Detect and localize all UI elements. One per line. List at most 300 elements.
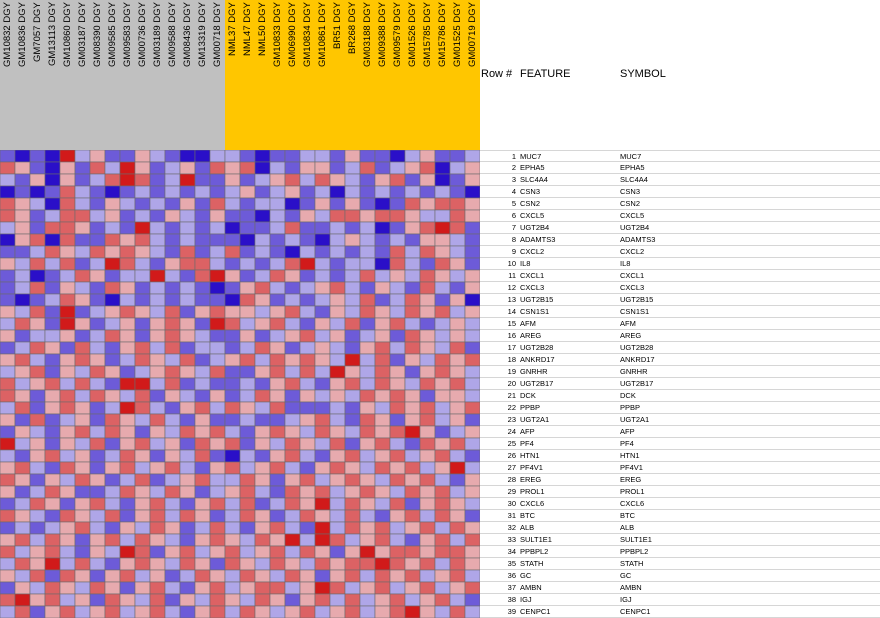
heatmap-cell	[45, 534, 60, 546]
heatmap-cell	[360, 462, 375, 474]
heatmap-cell	[105, 234, 120, 246]
heatmap-cell	[345, 294, 360, 306]
heatmap-cell	[420, 498, 435, 510]
row-number: 12	[507, 283, 516, 292]
heatmap-cell	[405, 294, 420, 306]
heatmap-cell	[255, 270, 270, 282]
heatmap-cell	[465, 210, 480, 222]
heatmap-cell	[465, 246, 480, 258]
heatmap-cell	[60, 498, 75, 510]
column-label: GM10860 DGY	[62, 2, 73, 67]
feature-cell: CSN1S1	[520, 307, 550, 316]
heatmap-cell	[360, 534, 375, 546]
heatmap-cell	[30, 294, 45, 306]
feature-cell: AMBN	[520, 583, 542, 592]
column-label: GM09588 DGY	[167, 2, 178, 67]
heatmap-cell	[0, 570, 15, 582]
heatmap-cell	[300, 318, 315, 330]
heatmap-cell	[300, 486, 315, 498]
heatmap-cell	[75, 438, 90, 450]
heatmap-cell	[0, 150, 15, 162]
heatmap-cell	[435, 498, 450, 510]
heatmap-cell	[45, 270, 60, 282]
heatmap-cell	[195, 222, 210, 234]
heatmap-cell	[105, 450, 120, 462]
feature-cell: UGT2B28	[520, 343, 554, 352]
heatmap-cell	[375, 522, 390, 534]
heatmap-cell	[420, 522, 435, 534]
heatmap-cell	[195, 210, 210, 222]
heatmap-cell	[90, 534, 105, 546]
heatmap-cell	[60, 234, 75, 246]
heatmap-cell	[90, 402, 105, 414]
heatmap-cell	[15, 498, 30, 510]
heatmap-cell	[255, 450, 270, 462]
heatmap-cell	[405, 438, 420, 450]
heatmap-cell	[195, 186, 210, 198]
row-number: 3	[511, 175, 516, 184]
heatmap-cell	[150, 378, 165, 390]
heatmap-cell	[360, 354, 375, 366]
heatmap-cell	[225, 282, 240, 294]
heatmap-cell	[315, 390, 330, 402]
symbol-cell: CXCL1	[620, 271, 645, 280]
heatmap-cell	[90, 582, 105, 594]
column-header-area	[0, 0, 480, 150]
heatmap-cell	[405, 426, 420, 438]
heatmap-cell	[90, 222, 105, 234]
heatmap-cell	[90, 258, 105, 270]
heatmap-cell	[345, 342, 360, 354]
heatmap-cell	[45, 258, 60, 270]
heatmap-cell	[435, 426, 450, 438]
heatmap-cell	[120, 354, 135, 366]
heatmap-cell	[75, 342, 90, 354]
heatmap-cell	[180, 594, 195, 606]
heatmap-cell	[420, 282, 435, 294]
heatmap-cell	[135, 198, 150, 210]
heatmap-cell	[405, 210, 420, 222]
heatmap-cell	[210, 402, 225, 414]
heatmap-cell	[420, 402, 435, 414]
heatmap-cell	[330, 258, 345, 270]
heatmap-cell	[195, 570, 210, 582]
heatmap-cell	[30, 318, 45, 330]
heatmap-cell	[135, 498, 150, 510]
heatmap-cell	[360, 558, 375, 570]
heatmap-cell	[330, 462, 345, 474]
heatmap-cell	[300, 390, 315, 402]
heatmap-cell	[150, 222, 165, 234]
heatmap-cell	[15, 570, 30, 582]
heatmap-cell	[435, 366, 450, 378]
heatmap-cell	[405, 570, 420, 582]
heatmap-cell	[300, 330, 315, 342]
heatmap-cell	[330, 486, 345, 498]
heatmap-cell	[60, 186, 75, 198]
heatmap-cell	[405, 306, 420, 318]
heatmap-cell	[465, 390, 480, 402]
heatmap-cell	[75, 606, 90, 618]
heatmap-cell	[135, 438, 150, 450]
heatmap-cell	[300, 606, 315, 618]
heatmap-cell	[285, 330, 300, 342]
heatmap-cell	[0, 522, 15, 534]
heatmap-cell	[465, 450, 480, 462]
heatmap-cell	[105, 270, 120, 282]
heatmap-cell	[225, 270, 240, 282]
heatmap-cell	[210, 354, 225, 366]
heatmap-cell	[450, 450, 465, 462]
heatmap-cell	[240, 270, 255, 282]
heatmap-cell	[360, 402, 375, 414]
heatmap-cell	[465, 486, 480, 498]
heatmap-cell	[45, 246, 60, 258]
heatmap-cell	[270, 450, 285, 462]
heatmap-cell	[210, 198, 225, 210]
symbol-cell: CSN2	[620, 199, 641, 208]
heatmap-cell	[345, 582, 360, 594]
heatmap-cell	[90, 522, 105, 534]
heatmap-cell	[405, 474, 420, 486]
table-row	[480, 150, 880, 162]
heatmap-cell	[30, 330, 45, 342]
heatmap-cell	[210, 486, 225, 498]
heatmap-cell	[315, 558, 330, 570]
heatmap-cell	[270, 342, 285, 354]
heatmap-cell	[420, 222, 435, 234]
heatmap-cell	[465, 282, 480, 294]
heatmap-cell	[270, 318, 285, 330]
heatmap-cell	[105, 282, 120, 294]
heatmap-cell	[15, 258, 30, 270]
heatmap-cell	[180, 570, 195, 582]
heatmap-cell	[285, 354, 300, 366]
heatmap-cell	[180, 606, 195, 618]
heatmap-cell	[210, 174, 225, 186]
heatmap-cell	[390, 390, 405, 402]
heatmap-cell	[15, 546, 30, 558]
feature-cell: CSN3	[520, 187, 541, 196]
heatmap-cell	[90, 294, 105, 306]
heatmap-cell	[270, 534, 285, 546]
heatmap-cell	[435, 330, 450, 342]
row-number: 6	[511, 211, 516, 220]
heatmap-cell	[285, 594, 300, 606]
heatmap-cell	[180, 222, 195, 234]
heatmap-cell	[165, 582, 180, 594]
heatmap-cell	[30, 246, 45, 258]
heatmap-cell	[0, 258, 15, 270]
heatmap-cell	[165, 306, 180, 318]
heatmap-cell	[45, 486, 60, 498]
heatmap-cell	[225, 258, 240, 270]
heatmap-cell	[60, 222, 75, 234]
heatmap-cell	[45, 210, 60, 222]
heatmap-cell	[315, 582, 330, 594]
heatmap-cell	[60, 210, 75, 222]
heatmap-cell	[165, 438, 180, 450]
heatmap-cell	[180, 306, 195, 318]
heatmap-cell	[315, 294, 330, 306]
heatmap-cell	[30, 522, 45, 534]
heatmap-cell	[180, 294, 195, 306]
heatmap-cell	[225, 246, 240, 258]
heatmap-cell	[375, 246, 390, 258]
heatmap-cell	[195, 378, 210, 390]
heatmap-cell	[195, 498, 210, 510]
feature-cell: CXCL1	[520, 271, 545, 280]
heatmap-cell	[0, 594, 15, 606]
heatmap-cell	[435, 570, 450, 582]
heatmap-cell	[105, 162, 120, 174]
heatmap-cell	[255, 342, 270, 354]
heatmap-cell	[90, 234, 105, 246]
heatmap-cell	[360, 282, 375, 294]
heatmap-cell	[30, 198, 45, 210]
table-row	[480, 474, 880, 486]
heatmap-cell	[0, 534, 15, 546]
heatmap-cell	[105, 498, 120, 510]
heatmap-cell	[15, 306, 30, 318]
table-row	[480, 402, 880, 414]
column-label: BR268 DGY	[347, 2, 358, 55]
heatmap-cell	[255, 258, 270, 270]
heatmap-cell	[105, 198, 120, 210]
heatmap-cell	[360, 486, 375, 498]
heatmap-cell	[90, 570, 105, 582]
heatmap-cell	[90, 414, 105, 426]
heatmap-cell	[420, 174, 435, 186]
heatmap-cell	[435, 294, 450, 306]
heatmap-cell	[225, 606, 240, 618]
heatmap-cell	[300, 498, 315, 510]
heatmap-cell	[135, 606, 150, 618]
heatmap-cell	[330, 474, 345, 486]
heatmap-cell	[435, 282, 450, 294]
heatmap-cell	[15, 294, 30, 306]
heatmap-cell	[210, 438, 225, 450]
heatmap-cell	[405, 402, 420, 414]
heatmap-cell	[330, 282, 345, 294]
heatmap-cell	[255, 414, 270, 426]
heatmap-cell	[150, 474, 165, 486]
heatmap-cell	[150, 174, 165, 186]
heatmap-cell	[285, 426, 300, 438]
heatmap-cell	[90, 390, 105, 402]
feature-cell: HTN1	[520, 451, 540, 460]
heatmap-cell	[45, 390, 60, 402]
heatmap-cell	[255, 306, 270, 318]
heatmap-cell	[345, 330, 360, 342]
column-label: GM10861 DGY	[317, 2, 328, 67]
heatmap-cell	[225, 510, 240, 522]
row-number: 16	[507, 331, 516, 340]
heatmap-cell	[195, 318, 210, 330]
heatmap-cell	[420, 582, 435, 594]
heatmap-cell	[60, 174, 75, 186]
heatmap-cell	[255, 366, 270, 378]
heatmap-cell	[180, 546, 195, 558]
heatmap-cell	[180, 582, 195, 594]
heatmap-cell	[405, 462, 420, 474]
heatmap-cell	[45, 222, 60, 234]
table-row	[480, 294, 880, 306]
heatmap-cell	[270, 174, 285, 186]
heatmap-cell	[120, 270, 135, 282]
row-number: 38	[507, 595, 516, 604]
heatmap-cell	[270, 258, 285, 270]
heatmap-cell	[315, 606, 330, 618]
table-row	[480, 282, 880, 294]
heatmap-cell	[345, 498, 360, 510]
heatmap-cell	[195, 366, 210, 378]
row-number: 39	[507, 607, 516, 616]
heatmap-cell	[210, 366, 225, 378]
heatmap-cell	[0, 198, 15, 210]
heatmap-cell	[360, 246, 375, 258]
heatmap-cell	[180, 378, 195, 390]
heatmap-cell	[360, 258, 375, 270]
heatmap-cell	[60, 510, 75, 522]
heatmap-cell	[105, 402, 120, 414]
heatmap-cell	[345, 390, 360, 402]
row-number: 32	[507, 523, 516, 532]
heatmap-cell	[300, 558, 315, 570]
table-row	[480, 426, 880, 438]
heatmap-cell	[300, 222, 315, 234]
feature-cell: GNRHR	[520, 367, 548, 376]
heatmap-cell	[270, 606, 285, 618]
heatmap-cell	[75, 294, 90, 306]
heatmap-cell	[420, 462, 435, 474]
heatmap-cell	[285, 186, 300, 198]
heatmap-cell	[120, 558, 135, 570]
heatmap-cell	[270, 594, 285, 606]
heatmap-cell	[150, 354, 165, 366]
heatmap-cell	[240, 354, 255, 366]
heatmap-cell	[405, 150, 420, 162]
heatmap-cell	[15, 426, 30, 438]
heatmap-cell	[90, 426, 105, 438]
heatmap-cell	[285, 414, 300, 426]
heatmap-cell	[0, 450, 15, 462]
heatmap-cell	[165, 294, 180, 306]
heatmap-cell	[15, 186, 30, 198]
heatmap-cell	[285, 162, 300, 174]
heatmap-cell	[150, 210, 165, 222]
heatmap-cell	[240, 246, 255, 258]
heatmap-cell	[75, 462, 90, 474]
heatmap-cell	[195, 414, 210, 426]
heatmap-cell	[0, 318, 15, 330]
heatmap-cell	[0, 402, 15, 414]
heatmap-cell	[345, 306, 360, 318]
heatmap-cell	[390, 414, 405, 426]
heatmap-cell	[465, 342, 480, 354]
heatmap-cell	[90, 306, 105, 318]
feature-cell: SLC4A4	[520, 175, 548, 184]
heatmap-cell	[435, 558, 450, 570]
heatmap-cell	[300, 594, 315, 606]
heatmap-cell	[405, 534, 420, 546]
heatmap-cell	[120, 594, 135, 606]
heatmap-cell	[420, 510, 435, 522]
heatmap-cell	[315, 222, 330, 234]
heatmap-cell	[345, 378, 360, 390]
heatmap-cell	[465, 594, 480, 606]
heatmap-cell	[105, 366, 120, 378]
heatmap-cell	[390, 162, 405, 174]
heatmap-cell	[360, 582, 375, 594]
heatmap-cell	[90, 354, 105, 366]
heatmap-cell	[30, 558, 45, 570]
heatmap-cell	[255, 282, 270, 294]
table-row	[480, 234, 880, 246]
heatmap-cell	[360, 390, 375, 402]
heatmap-cell	[240, 198, 255, 210]
heatmap-cell	[345, 462, 360, 474]
heatmap-cell	[255, 438, 270, 450]
heatmap-cell	[225, 474, 240, 486]
heatmap-cell	[390, 450, 405, 462]
heatmap-cell	[270, 486, 285, 498]
heatmap-cell	[285, 510, 300, 522]
heatmap-cell	[210, 258, 225, 270]
heatmap-cell	[45, 438, 60, 450]
heatmap-cell	[180, 534, 195, 546]
heatmap-cell	[315, 198, 330, 210]
heatmap-cell	[420, 306, 435, 318]
heatmap-cell	[405, 342, 420, 354]
heatmap-cell	[60, 150, 75, 162]
heatmap-cell	[195, 534, 210, 546]
heatmap-cell	[195, 150, 210, 162]
heatmap-cell	[120, 282, 135, 294]
row-number: 31	[507, 511, 516, 520]
heatmap-cell	[225, 294, 240, 306]
heatmap-cell	[105, 474, 120, 486]
heatmap-cell	[435, 318, 450, 330]
column-label: GM13319 DGY	[197, 2, 208, 67]
feature-cell: DCK	[520, 391, 536, 400]
row-number: 34	[507, 547, 516, 556]
heatmap-cell	[180, 462, 195, 474]
heatmap-cell	[450, 162, 465, 174]
heatmap-cell	[240, 522, 255, 534]
heatmap-cell	[165, 162, 180, 174]
heatmap-cell	[315, 210, 330, 222]
heatmap-cell	[465, 366, 480, 378]
column-label: GM00736 DGY	[137, 2, 148, 67]
heatmap-cell	[165, 234, 180, 246]
heatmap-cell	[15, 342, 30, 354]
symbol-cell: CSN3	[620, 187, 641, 196]
heatmap-cell	[285, 210, 300, 222]
heatmap-cell	[150, 462, 165, 474]
column-label: GM10834 DGY	[302, 2, 313, 67]
heatmap-cell	[450, 174, 465, 186]
heatmap-cell	[330, 222, 345, 234]
symbol-header: SYMBOL	[620, 68, 666, 80]
heatmap-cell	[255, 486, 270, 498]
heatmap-cell	[15, 582, 30, 594]
row-number: 1	[511, 152, 516, 161]
heatmap-cell	[30, 306, 45, 318]
heatmap-cell	[180, 342, 195, 354]
heatmap-cell	[285, 486, 300, 498]
heatmap-cell	[210, 570, 225, 582]
